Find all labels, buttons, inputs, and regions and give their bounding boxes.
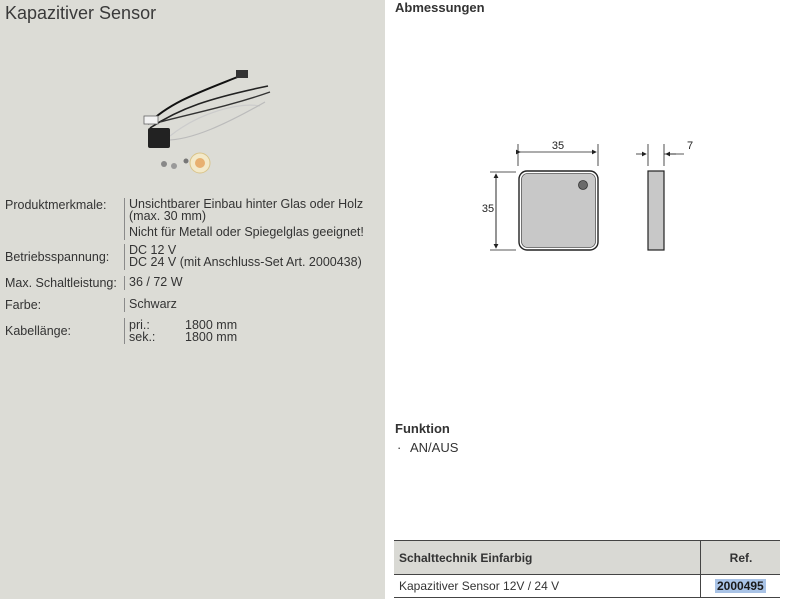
function-heading: Funktion	[395, 421, 450, 436]
spec-value: DC 24 V (mit Anschluss-Set Art. 2000438)	[129, 255, 362, 269]
spec-sublabel: sek.:	[129, 330, 156, 344]
function-label: AN/AUS	[410, 440, 459, 455]
order-table	[394, 540, 780, 598]
spec-label: Max. Schaltleistung:	[5, 276, 117, 290]
spec-value: Nicht für Metall oder Spiegelglas geeignet!	[129, 225, 364, 239]
depth-label: 7	[686, 140, 694, 152]
row-ref-number[interactable]: 2000495	[717, 579, 764, 593]
spec-value: DC 12 V	[129, 243, 177, 257]
dimension-drawing	[470, 130, 710, 260]
header-schalttechnik: Schalttechnik Einfarbig	[399, 551, 533, 565]
table-header	[394, 541, 780, 575]
spec-row-betriebsspannung	[0, 244, 385, 272]
product-title: Kapazitiver Sensor	[5, 3, 157, 23]
table-row	[394, 575, 780, 598]
product-image	[140, 62, 280, 180]
spec-row-produktmerkmale	[0, 198, 385, 240]
spec-row-schaltleistung	[0, 276, 385, 290]
width-label: 35	[551, 140, 565, 152]
bullet: ·	[397, 440, 402, 455]
spec-value: 1800 mm	[185, 330, 238, 344]
row-product-name: Kapazitiver Sensor 12V / 24 V	[399, 579, 560, 593]
height-label: 35	[481, 203, 495, 215]
spec-value: 1800 mm	[185, 318, 238, 332]
spec-value: 36 / 72 W	[129, 275, 183, 289]
spec-label: Produktmerkmale:	[5, 198, 107, 212]
spec-row-kabellaenge	[0, 318, 385, 344]
spec-label: Kabellänge:	[5, 324, 72, 338]
spec-value: (max. 30 mm)	[129, 209, 207, 223]
spec-value: Unsichtbarer Einbau hinter Glas oder Holz	[129, 197, 364, 211]
header-ref: Ref.	[729, 551, 753, 565]
spec-label: Farbe:	[5, 298, 42, 312]
dimensions-heading: Abmessungen	[395, 0, 485, 15]
product-info-panel	[0, 0, 385, 599]
spec-label: Betriebsspannung:	[5, 250, 110, 264]
spec-sublabel: pri.:	[129, 318, 150, 332]
spec-row-farbe	[0, 298, 385, 312]
spec-value: Schwarz	[129, 297, 177, 311]
